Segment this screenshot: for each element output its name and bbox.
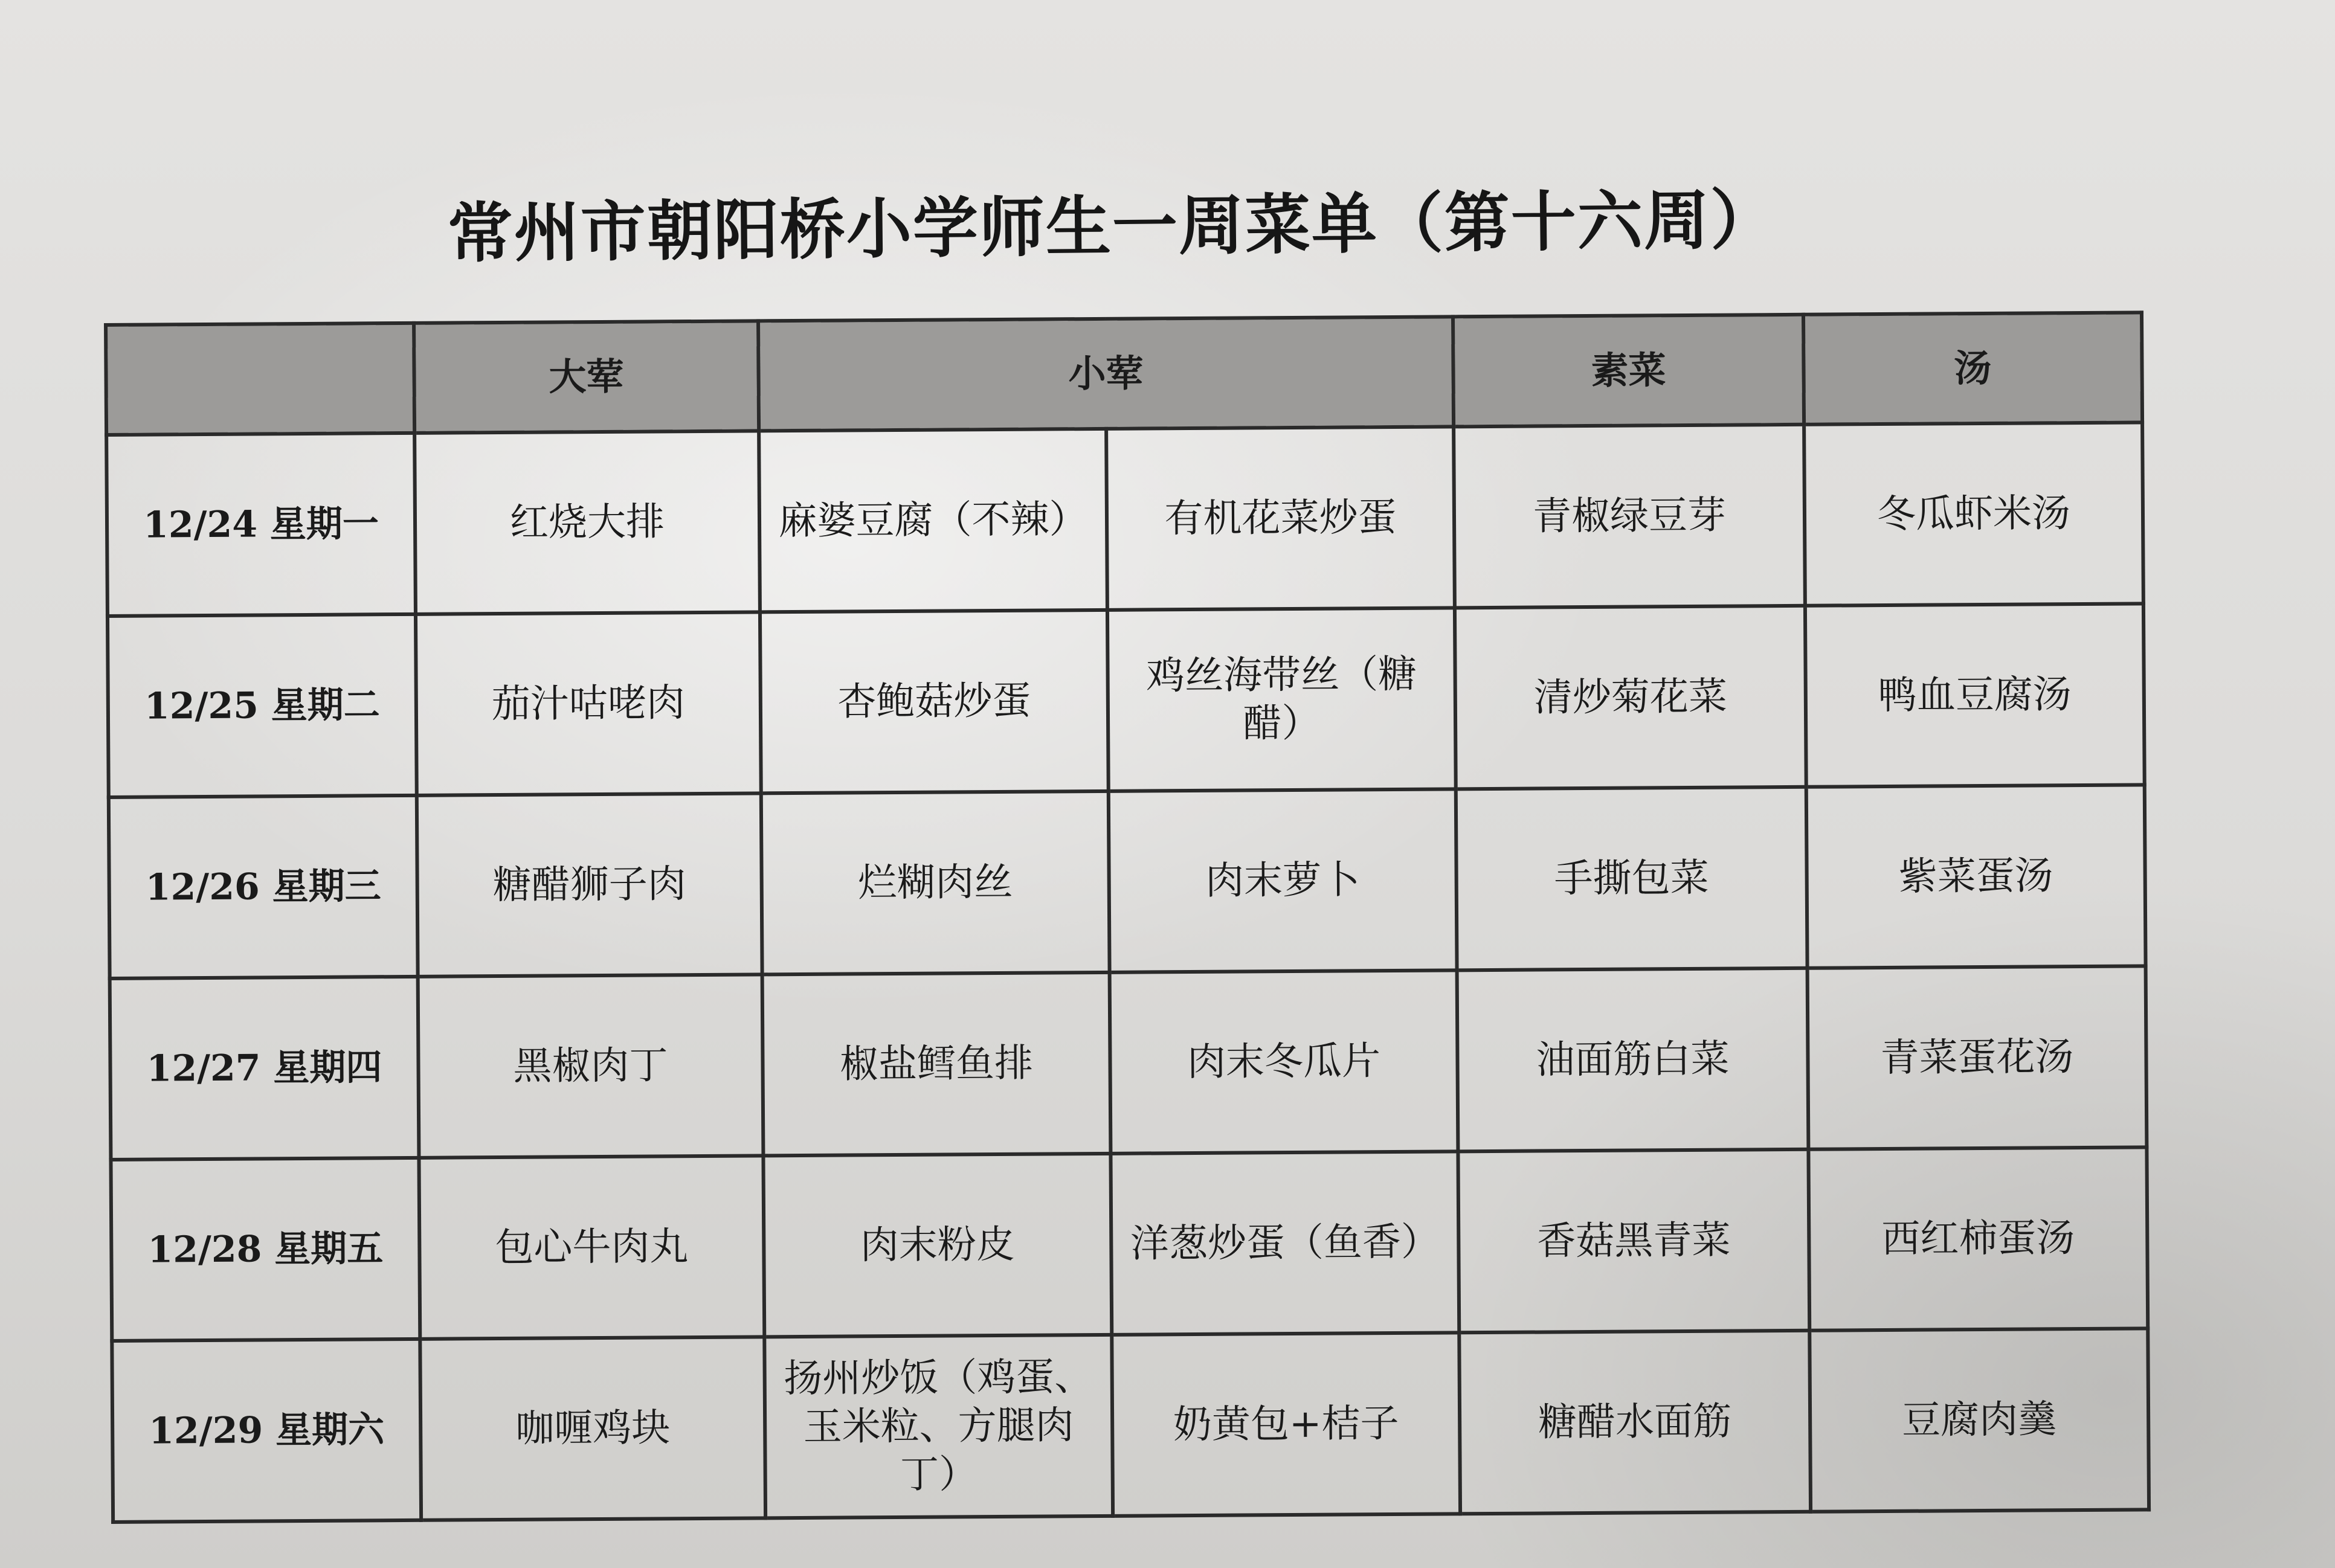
su-cai-cell: 油面筋白菜 — [1457, 968, 1809, 1152]
su-cai-cell: 香菇黑青菜 — [1458, 1149, 1809, 1333]
da-hun-cell: 黑椒肉丁 — [418, 974, 764, 1157]
table-row — [108, 603, 2145, 797]
xiao-hun-cell-1: 杏鲍菇炒蛋 — [760, 610, 1109, 794]
header-su-cai: 素菜 — [1453, 315, 1804, 427]
table-row — [110, 966, 2147, 1160]
tang-cell: 紫菜蛋汤 — [1806, 785, 2146, 968]
xiao-hun-cell-2: 洋葱炒蛋（鱼香） — [1110, 1151, 1459, 1335]
tang-cell: 青菜蛋花汤 — [1808, 966, 2147, 1149]
row-date: 12/28 星期五 — [111, 1158, 420, 1341]
row-date: 12/29 星期六 — [112, 1339, 421, 1522]
tang-cell: 冬瓜虾米汤 — [1804, 422, 2143, 605]
table-row — [112, 1328, 2149, 1522]
row-date: 12/26 星期三 — [109, 795, 418, 978]
tang-cell: 豆腐肉羹 — [1809, 1328, 2149, 1511]
row-date: 12/25 星期二 — [108, 614, 417, 797]
weekly-menu-table — [104, 310, 2151, 1524]
row-date: 12/27 星期四 — [110, 977, 419, 1160]
header-tang: 汤 — [1803, 312, 2142, 424]
da-hun-cell: 茄汁咕咾肉 — [416, 612, 761, 795]
tang-cell: 西红柿蛋汤 — [1808, 1147, 2148, 1330]
xiao-hun-cell-2: 奶黄包+桔子 — [1112, 1332, 1460, 1516]
xiao-hun-cell-1: 扬州炒饭（鸡蛋、玉米粒、方腿肉丁） — [764, 1335, 1113, 1518]
da-hun-cell: 红烧大排 — [414, 431, 760, 614]
xiao-hun-cell-1: 椒盐鳕鱼排 — [762, 972, 1111, 1156]
table-header-row — [106, 312, 2142, 435]
su-cai-cell: 手撕包菜 — [1456, 787, 1808, 971]
da-hun-cell: 包心牛肉丸 — [419, 1155, 764, 1338]
su-cai-cell: 糖醋水面筋 — [1459, 1331, 1811, 1514]
xiao-hun-cell-2: 有机花菜炒蛋 — [1106, 426, 1455, 610]
header-xiao-hun: 小荤 — [758, 316, 1454, 431]
xiao-hun-cell-2: 鸡丝海带丝（糖醋） — [1107, 608, 1456, 791]
table-row — [111, 1147, 2148, 1341]
su-cai-cell: 清炒菊花菜 — [1455, 606, 1806, 789]
row-date: 12/24 星期一 — [106, 433, 416, 616]
table-row — [109, 785, 2146, 978]
xiao-hun-cell-2: 肉末萝卜 — [1109, 789, 1457, 972]
da-hun-cell: 咖喱鸡块 — [420, 1337, 765, 1520]
xiao-hun-cell-2: 肉末冬瓜片 — [1110, 970, 1458, 1154]
tang-cell: 鸭血豆腐汤 — [1805, 603, 2145, 786]
table-row — [106, 422, 2143, 616]
xiao-hun-cell-1: 肉末粉皮 — [763, 1154, 1112, 1337]
xiao-hun-cell-1: 烂糊肉丝 — [761, 791, 1110, 975]
header-corner — [106, 323, 414, 435]
da-hun-cell: 糖醋狮子肉 — [417, 793, 762, 976]
su-cai-cell: 青椒绿豆芽 — [1454, 425, 1805, 608]
page-title: 常州市朝阳桥小学师生一周菜单（第十六周） — [447, 181, 1777, 272]
header-da-hun: 大荤 — [414, 321, 759, 432]
xiao-hun-cell-1: 麻婆豆腐（不辣） — [759, 429, 1107, 612]
